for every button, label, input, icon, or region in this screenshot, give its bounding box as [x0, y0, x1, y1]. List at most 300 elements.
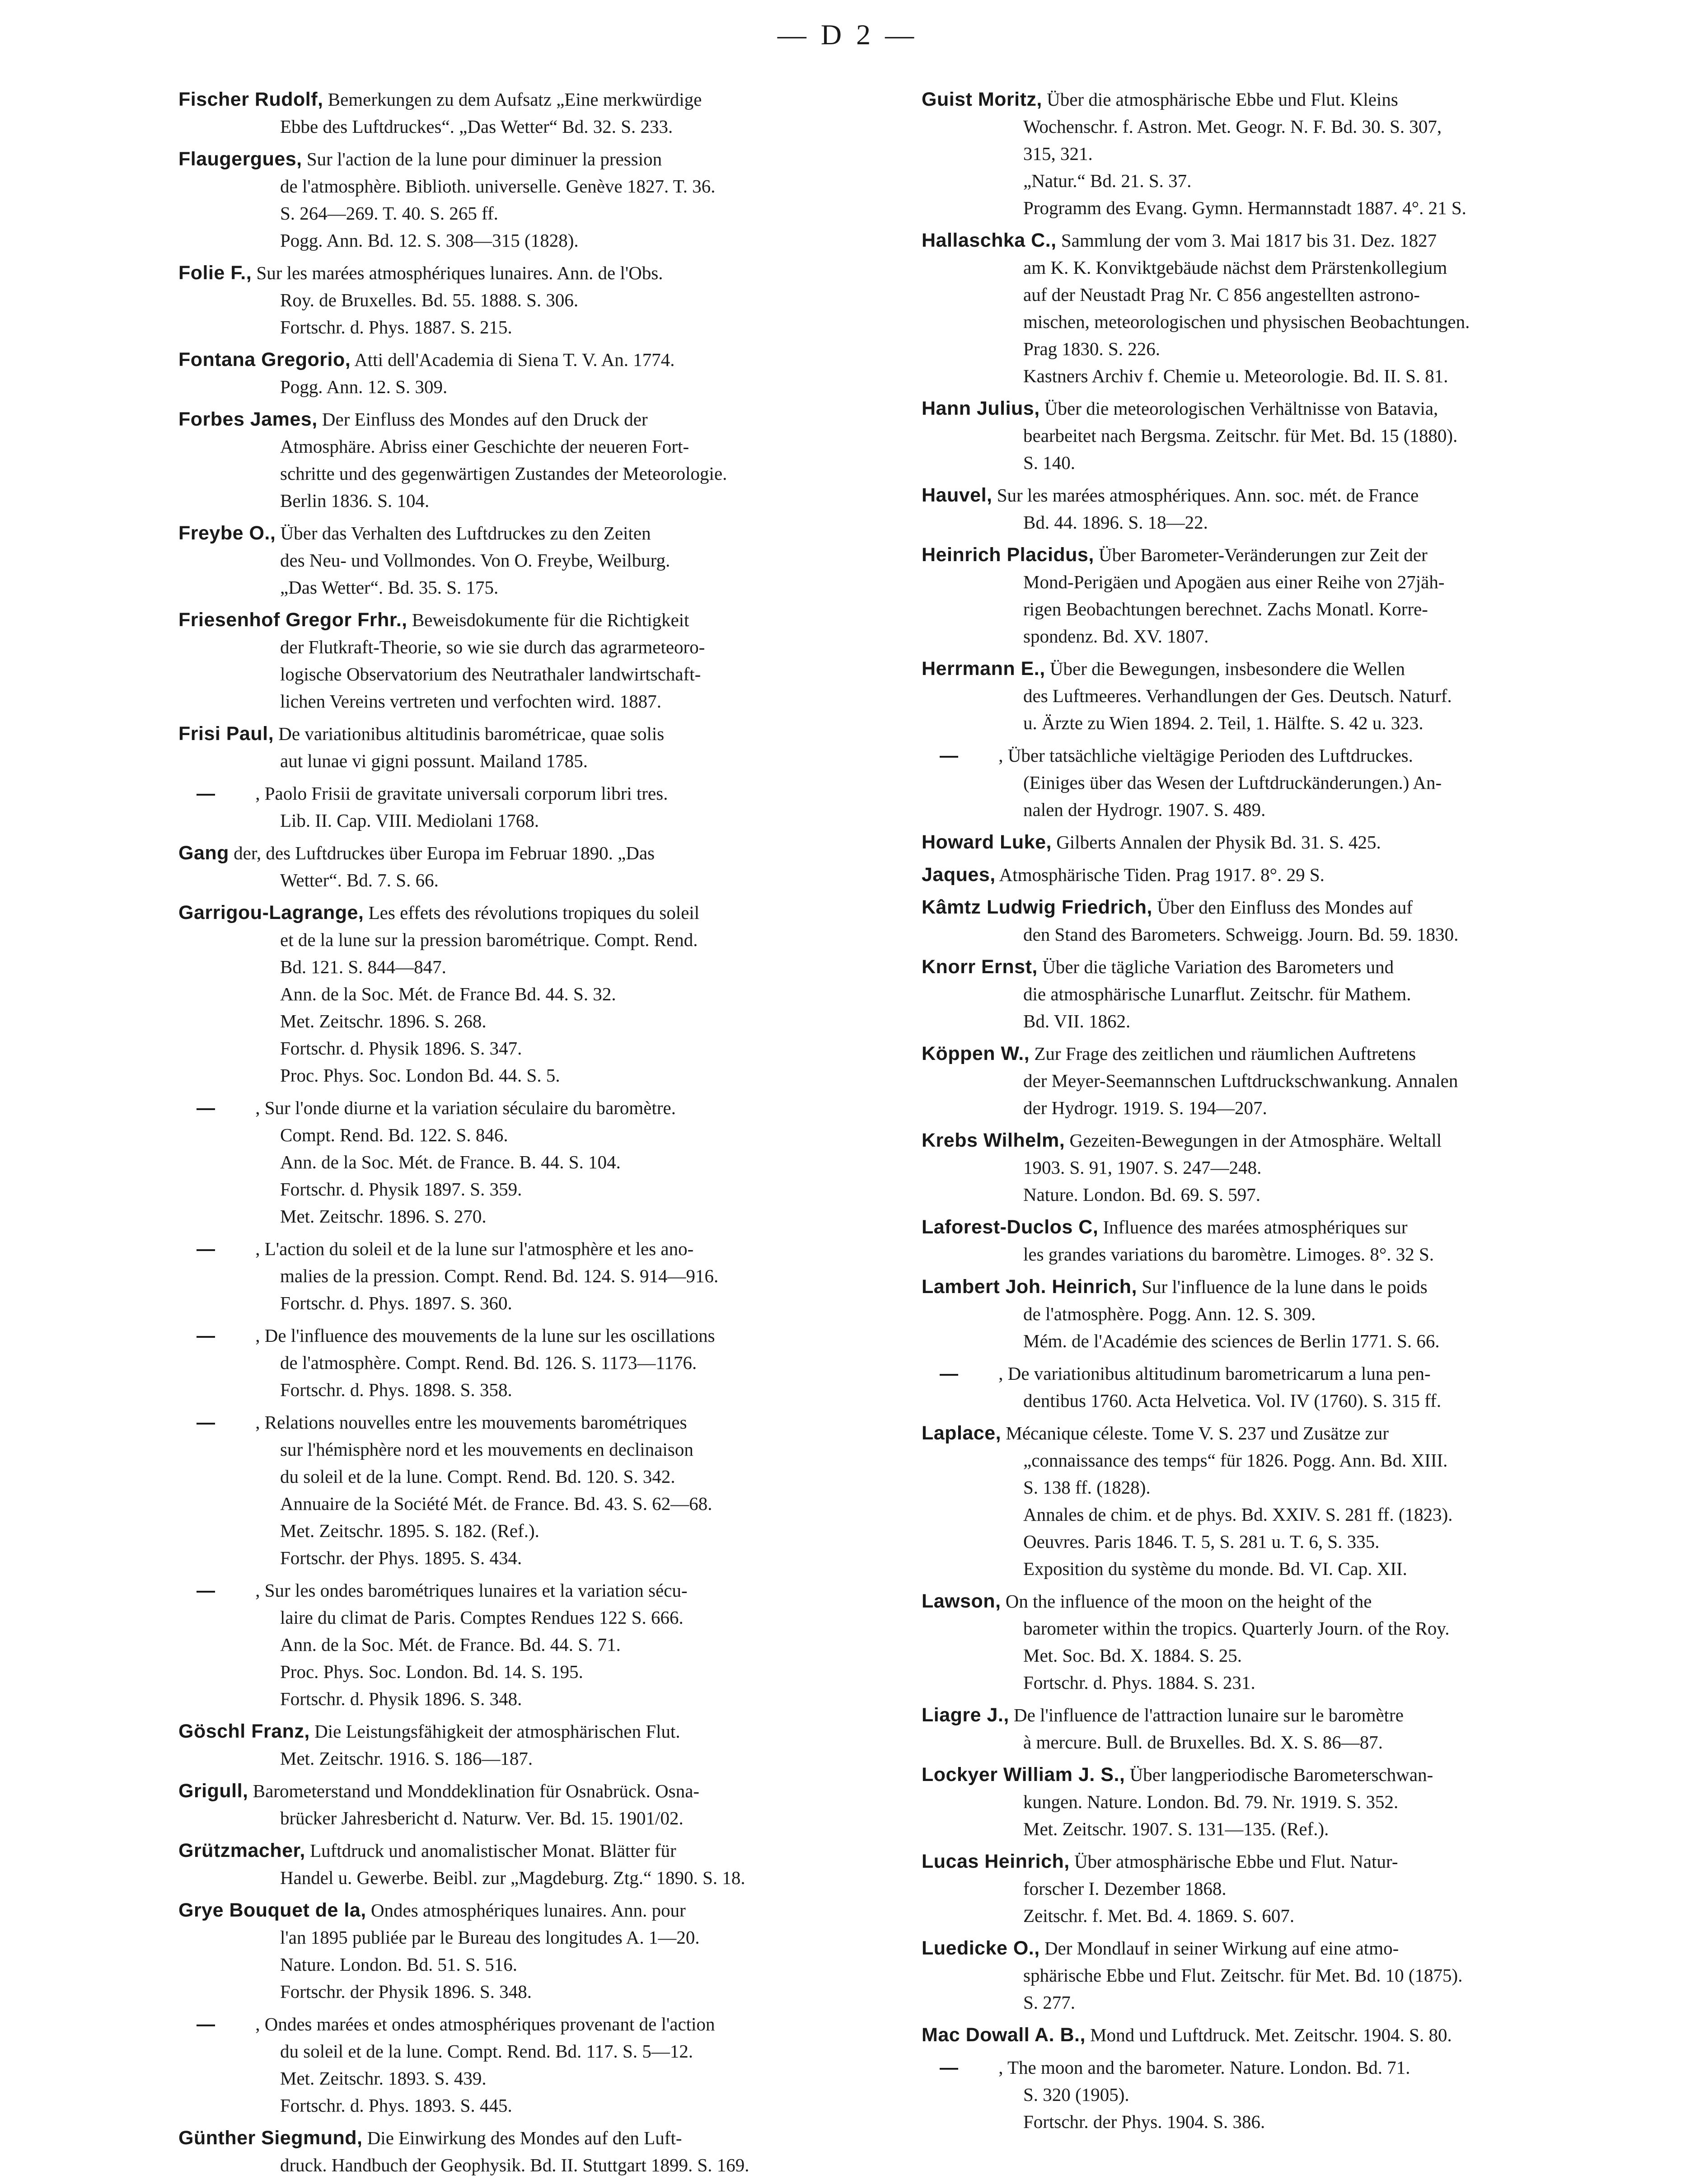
entry-first-line: [178, 1777, 874, 1804]
entry-continuation-line: [178, 1658, 874, 1685]
ditto-dash: —: [197, 1325, 215, 1346]
entry-continuation-line: [178, 574, 874, 601]
entry-first-line: [922, 742, 1617, 769]
bibliography-entry: [178, 2124, 874, 2179]
entry-text: Beweisdokumente für die Richtigkeit: [412, 609, 689, 630]
entry-text: Über die meteorologischen Verhältnisse von Batavia,: [1044, 398, 1438, 419]
bibliography-entry: [178, 145, 874, 254]
entry-text: Proc. Phys. Soc. London. Bd. 14. S. 195.: [280, 1661, 583, 1682]
bibliography-entry: [922, 1040, 1617, 1121]
entry-text: 315, 321.: [1023, 143, 1093, 164]
entry-continuation-line: [178, 1804, 874, 1832]
bibliography-entry: [922, 1701, 1617, 1756]
entry-text: S. 264—269. T. 40. S. 265 ff.: [280, 203, 498, 224]
entry-continuation-line: [178, 1062, 874, 1089]
entry-text: der, des Luftdruckes über Europa im Februar 1890. „Das: [234, 843, 655, 863]
entry-continuation-line: [922, 167, 1617, 194]
entry-continuation-line: [178, 227, 874, 254]
entry-text: Fortschr. der Physik 1896. S. 348.: [280, 1981, 532, 2002]
entry-text: Met. Soc. Bd. X. 1884. S. 25.: [1023, 1645, 1242, 1666]
entry-author: Fischer Rudolf,: [178, 89, 323, 110]
bibliography-entry: [922, 1127, 1617, 1208]
bibliography-entry: [178, 1837, 874, 1891]
entry-text: S. 277.: [1023, 1992, 1076, 2013]
entry-text: Über den Einfluss des Mondes auf: [1157, 897, 1413, 918]
entry-continuation-line: [922, 1875, 1617, 1902]
entry-continuation-line: [922, 709, 1617, 736]
bibliography-entry: [922, 2054, 1617, 2135]
entry-continuation-line: [178, 807, 874, 834]
entry-author: Liagre J.,: [922, 1704, 1009, 1726]
entry-text: Fortschr. der Phys. 1904. S. 386.: [1023, 2111, 1265, 2132]
entry-text: Bd. 121. S. 844—847.: [280, 956, 446, 977]
entry-continuation-line: [922, 362, 1617, 389]
bibliography-entry: [178, 1897, 874, 2005]
entry-text: Ann. de la Soc. Mét. de France. Bd. 44. S. 71.: [280, 1634, 621, 1655]
entry-continuation-line: [922, 1729, 1617, 1756]
entry-text: kungen. Nature. London. Bd. 79. Nr. 1919. S. 352.: [1023, 1791, 1399, 1812]
entry-author: Garrigou-Lagrange,: [178, 902, 364, 923]
bibliography-entry: [922, 894, 1617, 948]
entry-text: à mercure. Bull. de Bruxelles. Bd. X. S. 86—87.: [1023, 1732, 1383, 1753]
ditto-dash: —: [197, 1097, 215, 1118]
entry-text: Nature. London. Bd. 69. S. 597.: [1023, 1184, 1260, 1205]
entry-continuation-line: [922, 1815, 1617, 1842]
entry-continuation-line: [922, 1615, 1617, 1642]
bibliography-entry: [922, 1935, 1617, 2016]
bibliography-entry: [178, 606, 874, 715]
entry-continuation-line: [922, 595, 1617, 623]
entry-continuation-line: [922, 140, 1617, 167]
entry-first-line: [922, 2021, 1617, 2048]
entry-author: Flaugergues,: [178, 148, 302, 170]
entry-author: Hann Julius,: [922, 398, 1040, 419]
bibliography-entry: [922, 541, 1617, 650]
bibliography-entry: [178, 1777, 874, 1832]
ditto-dash: —: [197, 1238, 215, 1259]
entry-first-line: [922, 655, 1617, 682]
entry-first-line: [922, 482, 1617, 509]
entry-author: Grützmacher,: [178, 1840, 305, 1861]
entry-text: sphärische Ebbe und Flut. Zeitschr. für Met. Bd. 10 (1875).: [1023, 1965, 1463, 1986]
entry-text: Über atmosphärische Ebbe und Flut. Natur-: [1074, 1851, 1398, 1872]
entry-author: Fontana Gregorio,: [178, 349, 351, 370]
entry-first-line: [922, 227, 1617, 254]
entry-first-line: [178, 2011, 874, 2038]
entry-continuation-line: [178, 1008, 874, 1035]
entry-first-line: [178, 1094, 874, 1121]
entry-first-line: [178, 1897, 874, 1924]
entry-continuation-line: [178, 460, 874, 487]
entry-author: Krebs Wilhelm,: [922, 1129, 1065, 1151]
entry-continuation-line: [178, 1745, 874, 1772]
entry-text: Oeuvres. Paris 1846. T. 5, S. 281 u. T. 6, S. 335.: [1023, 1531, 1380, 1552]
entry-continuation-line: [178, 200, 874, 227]
entry-continuation-line: [178, 688, 874, 715]
entry-author: Lambert Joh. Heinrich,: [922, 1276, 1137, 1298]
entry-text: Die Einwirkung des Mondes auf den Luft-: [367, 2128, 682, 2148]
bibliography-entry: [922, 1360, 1617, 1414]
entry-continuation-line: [178, 1631, 874, 1658]
entry-first-line: [178, 86, 874, 113]
entry-text: On the influence of the moon on the height of the: [1005, 1591, 1372, 1612]
entry-continuation-line: [922, 254, 1617, 281]
entry-first-line: [178, 259, 874, 286]
entry-text: Sur les marées atmosphériques lunaires. Ann. de l'Obs.: [256, 262, 663, 283]
entry-author: Folie F.,: [178, 262, 252, 284]
entry-continuation-line: [178, 314, 874, 341]
entry-continuation-line: [922, 194, 1617, 221]
entry-text: Sur l'influence de la lune dans le poids: [1142, 1276, 1428, 1297]
entry-text: Wetter“. Bd. 7. S. 66.: [280, 870, 439, 890]
entry-first-line: [922, 541, 1617, 568]
entry-text: De l'influence de l'attraction lunaire sur le baromètre: [1014, 1705, 1404, 1725]
entry-first-line: [922, 861, 1617, 888]
entry-text: du soleil et de la lune. Compt. Rend. Bd. 120. S. 342.: [280, 1466, 675, 1487]
entry-text: Influence des marées atmosphériques sur: [1103, 1217, 1408, 1237]
entry-first-line: [922, 829, 1617, 856]
entry-text: Fortschr. der Phys. 1895. S. 434.: [280, 1547, 522, 1568]
entry-text: , Sur l'onde diurne et la variation séculaire du baromètre.: [255, 1097, 676, 1118]
ditto-dash: —: [940, 745, 958, 766]
entry-continuation-line: [178, 547, 874, 574]
entry-text: , De variationibus altitudinum barometricarum a luna pen-: [998, 1363, 1431, 1384]
entry-text: , The moon and the barometer. Nature. London. Bd. 71.: [998, 2057, 1410, 2078]
entry-text: , L'action du soleil et de la lune sur l'atmosphère et les ano-: [255, 1238, 694, 1259]
entry-text: Gilberts Annalen der Physik Bd. 31. S. 425.: [1056, 832, 1381, 853]
entry-text: Mém. de l'Académie des sciences de Berlin 1771. S. 66.: [1023, 1331, 1440, 1351]
bibliography-entry: [922, 1761, 1617, 1842]
entry-author: Forbes James,: [178, 408, 318, 430]
entry-author: Freybe O.,: [178, 522, 276, 544]
entry-text: Atti dell'Academia di Siena T. V. An. 1774.: [354, 349, 675, 370]
entry-continuation-line: [178, 286, 874, 314]
entry-first-line: [178, 406, 874, 433]
entry-text: Fortschr. d. Phys. 1893. S. 445.: [280, 2095, 512, 2116]
bibliography-entry: [178, 346, 874, 400]
bibliography-entry: [922, 86, 1617, 221]
entry-continuation-line: [922, 1447, 1617, 1474]
entry-author: Jaques,: [922, 864, 996, 886]
entry-text: Met. Zeitschr. 1916. S. 186—187.: [280, 1748, 533, 1769]
entry-text: „connaissance des temps“ für 1826. Pogg. Ann. Bd. XIII.: [1023, 1450, 1448, 1471]
entry-text: Ann. de la Soc. Mét. de France. B. 44. S. 104.: [280, 1152, 621, 1172]
entry-continuation-line: [178, 1176, 874, 1203]
entry-text: Fortschr. d. Phys. 1884. S. 231.: [1023, 1672, 1255, 1693]
entry-author: Frisi Paul,: [178, 723, 274, 745]
bibliography-entry: [178, 2011, 874, 2119]
entry-first-line: [178, 1235, 874, 1262]
entry-text: Sur l'action de la lune pour diminuer la pression: [306, 149, 662, 169]
entry-continuation-line: [922, 113, 1617, 140]
entry-text: Berlin 1836. S. 104.: [280, 490, 430, 511]
bibliography-entry: [178, 1235, 874, 1317]
entry-text: Mond-Perigäen und Apogäen aus einer Reihe von 27jäh-: [1023, 572, 1445, 592]
entry-text: Lib. II. Cap. VIII. Mediolani 1768.: [280, 810, 539, 831]
entry-first-line: [178, 1837, 874, 1864]
entry-text: forscher I. Dezember 1868.: [1023, 1878, 1227, 1899]
entry-text: Mécanique céleste. Tome V. S. 237 und Zusätze zur: [1006, 1423, 1389, 1444]
entry-text: rigen Beobachtungen berechnet. Zachs Monatl. Korre-: [1023, 599, 1428, 619]
entry-author: Herrmann E.,: [922, 658, 1045, 680]
entry-continuation-line: [178, 633, 874, 661]
ditto-dash: —: [197, 1580, 215, 1601]
entry-continuation-line: [178, 173, 874, 200]
entry-author: Knorr Ernst,: [922, 956, 1038, 978]
entry-text: Proc. Phys. Soc. London Bd. 44. S. 5.: [280, 1065, 560, 1086]
entry-text: , Relations nouvelles entre les mouvements barométriques: [255, 1412, 687, 1433]
entry-first-line: [922, 1420, 1617, 1447]
entry-author: Guist Moritz,: [922, 89, 1042, 110]
entry-continuation-line: [922, 281, 1617, 308]
bibliography-entry: [178, 1577, 874, 1712]
entry-continuation-line: [178, 1376, 874, 1403]
ditto-dash: —: [197, 1412, 215, 1433]
entry-text: bearbeitet nach Bergsma. Zeitschr. für Met. Bd. 15 (1880).: [1023, 425, 1458, 446]
bibliography-entry: [922, 395, 1617, 476]
entry-continuation-line: [922, 1241, 1617, 1268]
entry-first-line: [178, 1718, 874, 1745]
ditto-dash: —: [940, 2057, 958, 2078]
entry-text: malies de la pression. Compt. Rend. Bd. 124. S. 914—916.: [280, 1265, 719, 1286]
entry-continuation-line: [922, 1989, 1617, 2016]
entry-text: Die Leistungsfähigkeit der atmosphärischen Flut.: [314, 1721, 680, 1742]
entry-first-line: [178, 606, 874, 633]
bibliography-entry: [178, 520, 874, 601]
entry-author: Hauvel,: [922, 484, 993, 506]
entry-author: Laforest-Duclos C,: [922, 1216, 1099, 1238]
entry-text: Les effets des révolutions tropiques du soleil: [368, 902, 700, 923]
entry-continuation-line: [922, 769, 1617, 796]
bibliography-entry: [922, 1848, 1617, 1929]
entry-author: Lawson,: [922, 1590, 1001, 1612]
entry-text: den Stand des Barometers. Schweigg. Journ. Bd. 59. 1830.: [1023, 924, 1459, 945]
entry-text: (Einiges über das Wesen der Luftdruckänderungen.) An-: [1023, 772, 1442, 793]
bibliography-entry: [178, 1322, 874, 1403]
bibliography-entry: [178, 839, 874, 894]
entry-continuation-line: [178, 926, 874, 953]
entry-first-line: [178, 720, 874, 747]
entry-text: nalen der Hydrogr. 1907. S. 489.: [1023, 799, 1266, 820]
entry-text: „Natur.“ Bd. 21. S. 37.: [1023, 170, 1192, 191]
bibliography-entry: [178, 899, 874, 1089]
bibliography-entry: [178, 720, 874, 774]
entry-continuation-line: [178, 867, 874, 894]
entry-text: Gezeiten-Bewegungen in der Atmosphäre. Weltall: [1069, 1130, 1442, 1151]
entry-text: Fortschr. d. Phys. 1887. S. 215.: [280, 317, 512, 337]
entry-continuation-line: [922, 682, 1617, 709]
entry-text: Programm des Evang. Gymn. Hermannstadt 1887. 4°. 21 S.: [1023, 197, 1466, 218]
entry-author: Lucas Heinrich,: [922, 1851, 1070, 1872]
entry-text: Nature. London. Bd. 51. S. 516.: [280, 1954, 517, 1975]
entry-author: Grye Bouquet de la,: [178, 1899, 366, 1921]
entry-continuation-line: [922, 1555, 1617, 1582]
entry-first-line: [178, 520, 874, 547]
entry-continuation-line: [178, 487, 874, 514]
entry-first-line: [178, 780, 874, 807]
entry-text: sur l'hémisphère nord et les mouvements en declinaison: [280, 1439, 693, 1460]
entry-first-line: [922, 1588, 1617, 1615]
entry-continuation-line: [922, 1669, 1617, 1696]
entry-author: Kâmtz Ludwig Friedrich,: [922, 896, 1152, 918]
entry-text: Über langperiodische Barometerschwan-: [1129, 1764, 1433, 1785]
entry-continuation-line: [922, 1008, 1617, 1035]
entry-continuation-line: [922, 1387, 1617, 1414]
entry-continuation-line: [922, 568, 1617, 595]
entry-text: die atmosphärische Lunarflut. Zeitschr. für Mathem.: [1023, 984, 1411, 1004]
entry-text: , Paolo Frisii de gravitate universali corporum libri tres.: [255, 783, 668, 804]
entry-continuation-line: [922, 308, 1617, 335]
entry-text: des Neu- und Vollmondes. Von O. Freybe, Weilburg.: [280, 550, 670, 571]
entry-text: , Über tatsächliche vieltägige Perioden des Luftdruckes.: [998, 745, 1413, 766]
entry-text: 1903. S. 91, 1907. S. 247—248.: [1023, 1157, 1262, 1178]
entry-text: Über Barometer-Veränderungen zur Zeit der: [1099, 544, 1428, 565]
entry-author: Köppen W.,: [922, 1043, 1030, 1064]
column-right: [922, 86, 1617, 2141]
entry-continuation-line: [178, 1035, 874, 1062]
entry-continuation-line: [922, 509, 1617, 536]
bibliography-entry: [922, 742, 1617, 823]
entry-first-line: [922, 1214, 1617, 1241]
entry-continuation-line: [922, 1788, 1617, 1815]
entry-text: les grandes variations du baromètre. Limoges. 8°. 32 S.: [1023, 1244, 1434, 1265]
entry-continuation-line: [178, 2065, 874, 2092]
bibliography-entry: [178, 1094, 874, 1230]
entry-text: dentibus 1760. Acta Helvetica. Vol. IV (1760). S. 315 ff.: [1023, 1390, 1442, 1411]
bibliography-entry: [922, 861, 1617, 888]
entry-continuation-line: [922, 1181, 1617, 1208]
entry-author: Howard Luke,: [922, 831, 1052, 853]
bibliography-entry: [922, 655, 1617, 736]
entry-text: Met. Zeitschr. 1896. S. 270.: [280, 1206, 487, 1227]
entry-text: Kastners Archiv f. Chemie u. Meteorologie. Bd. II. S. 81.: [1023, 366, 1448, 386]
entry-author: Grigull,: [178, 1780, 248, 1802]
entry-text: Fortschr. d. Physik 1896. S. 348.: [280, 1688, 522, 1709]
entry-text: der Hydrogr. 1919. S. 194—207.: [1023, 1097, 1267, 1118]
entry-text: mischen, meteorologischen und physischen Beobachtungen.: [1023, 311, 1470, 332]
entry-first-line: [178, 145, 874, 173]
entry-text: aut lunae vi gigni possunt. Mailand 1785.: [280, 750, 588, 771]
entry-text: Der Einfluss des Mondes auf den Druck der: [322, 409, 648, 430]
entry-text: Fortschr. d. Physik 1897. S. 359.: [280, 1179, 522, 1200]
entry-text: Met. Zeitschr. 1896. S. 268.: [280, 1011, 487, 1031]
ditto-dash: —: [197, 2014, 215, 2034]
bibliography-entry: [922, 1588, 1617, 1696]
entry-continuation-line: [178, 1685, 874, 1712]
entry-first-line: [922, 894, 1617, 921]
entry-text: , Ondes marées et ondes atmosphériques provenant de l'action: [255, 2014, 715, 2034]
bibliography-entry: [178, 259, 874, 341]
entry-continuation-line: [922, 1902, 1617, 1929]
bibliography-entry: [178, 780, 874, 834]
bibliography-entry: [178, 1718, 874, 1772]
entry-text: Sur les marées atmosphériques. Ann. soc. mét. de France: [997, 485, 1419, 506]
entry-text: S. 138 ff. (1828).: [1023, 1477, 1151, 1498]
entry-author: Gang: [178, 842, 229, 864]
entry-continuation-line: [178, 1262, 874, 1289]
entry-author: Luedicke O.,: [922, 1937, 1040, 1959]
entry-text: de l'atmosphère. Pogg. Ann. 12. S. 309.: [1023, 1303, 1316, 1324]
entry-text: Prag 1830. S. 226.: [1023, 338, 1160, 359]
entry-author: Heinrich Placidus,: [922, 544, 1094, 566]
entry-continuation-line: [178, 1864, 874, 1891]
entry-first-line: [922, 1273, 1617, 1300]
entry-text: druck. Handbuch der Geophysik. Bd. II. Stuttgart 1899. S. 169.: [280, 2155, 749, 2175]
entry-text: barometer within the tropics. Quarterly Journ. of the Roy.: [1023, 1618, 1450, 1639]
entry-author: Günther Siegmund,: [178, 2127, 363, 2149]
ditto-dash: —: [197, 783, 215, 804]
entry-text: Exposition du système du monde. Bd. VI. Cap. XII.: [1023, 1558, 1407, 1579]
ditto-dash: —: [940, 1363, 958, 1384]
entry-text: Sammlung der vom 3. Mai 1817 bis 31. Dez. 1827: [1061, 230, 1437, 251]
entry-author: Göschl Franz,: [178, 1720, 310, 1742]
entry-continuation-line: [178, 1203, 874, 1230]
entry-continuation-line: [178, 1148, 874, 1176]
entry-continuation-line: [922, 980, 1617, 1008]
entry-text: brücker Jahresbericht d. Naturw. Ver. Bd. 15. 1901/02.: [280, 1808, 684, 1828]
entry-continuation-line: [178, 1436, 874, 1463]
entry-continuation-line: [178, 1463, 874, 1490]
entry-text: Luftdruck und anomalistischer Monat. Blätter für: [310, 1840, 676, 1861]
entry-text: Handel u. Gewerbe. Beibl. zur „Magdeburg. Ztg.“ 1890. S. 18.: [280, 1867, 745, 1888]
entry-first-line: [922, 86, 1617, 113]
entry-first-line: [178, 1577, 874, 1604]
entry-text: Pogg. Ann. 12. S. 309.: [280, 376, 448, 397]
entry-continuation-line: [922, 1327, 1617, 1354]
bibliography-entry: [178, 1409, 874, 1571]
entry-text: , De l'influence des mouvements de la lune sur les oscillations: [255, 1325, 715, 1346]
entry-text: Annuaire de la Société Mét. de France. Bd. 43. S. 62—68.: [280, 1493, 712, 1514]
entry-first-line: [922, 1040, 1617, 1067]
entry-continuation-line: [922, 1501, 1617, 1528]
entry-first-line: [922, 1935, 1617, 1962]
entry-continuation-line: [922, 1962, 1617, 1989]
bibliography-entry: [922, 1273, 1617, 1354]
entry-continuation-line: [178, 1951, 874, 1978]
bibliography-entry: [922, 482, 1617, 536]
bibliography-entry: [922, 227, 1617, 389]
entry-continuation-line: [922, 623, 1617, 650]
entry-text: , Sur les ondes barométriques lunaires et la variation sécu-: [255, 1580, 688, 1601]
entry-text: Met. Zeitschr. 1893. S. 439.: [280, 2068, 487, 2089]
entry-text: Über die Bewegungen, insbesondere die Wellen: [1049, 658, 1405, 679]
entry-first-line: [922, 2054, 1617, 2081]
entry-text: am K. K. Konviktgebäude nächst dem Prärstenkollegium: [1023, 257, 1447, 278]
entry-continuation-line: [178, 2092, 874, 2119]
entry-text: Fortschr. d. Physik 1896. S. 347.: [280, 1038, 522, 1059]
entry-continuation-line: [922, 335, 1617, 362]
entry-continuation-line: [178, 1544, 874, 1571]
entry-text: Fortschr. d. Phys. 1897. S. 360.: [280, 1293, 512, 1313]
bibliography-entry: [922, 2021, 1617, 2048]
entry-text: S. 320 (1905).: [1023, 2084, 1129, 2105]
entry-continuation-line: [922, 422, 1617, 449]
bibliography-entry: [922, 1214, 1617, 1268]
entry-continuation-line: [922, 1642, 1617, 1669]
entry-continuation-line: [178, 747, 874, 774]
entry-continuation-line: [178, 1289, 874, 1317]
entry-continuation-line: [178, 1517, 874, 1544]
entry-text: l'an 1895 publiée par le Bureau des longitudes A. 1—20.: [280, 1927, 700, 1948]
entry-continuation-line: [178, 1924, 874, 1951]
entry-text: schritte und des gegenwärtigen Zustandes der Meteorologie.: [280, 463, 727, 484]
entry-text: Wochenschr. f. Astron. Met. Geogr. N. F. Bd. 30. S. 307,: [1023, 116, 1442, 137]
entry-continuation-line: [178, 1349, 874, 1376]
entry-first-line: [922, 953, 1617, 980]
entry-text: S. 140.: [1023, 452, 1076, 473]
entry-text: logische Observatorium des Neutrathaler landwirtschaft-: [280, 664, 701, 684]
entry-text: Über die tägliche Variation des Barometers und: [1042, 956, 1394, 977]
